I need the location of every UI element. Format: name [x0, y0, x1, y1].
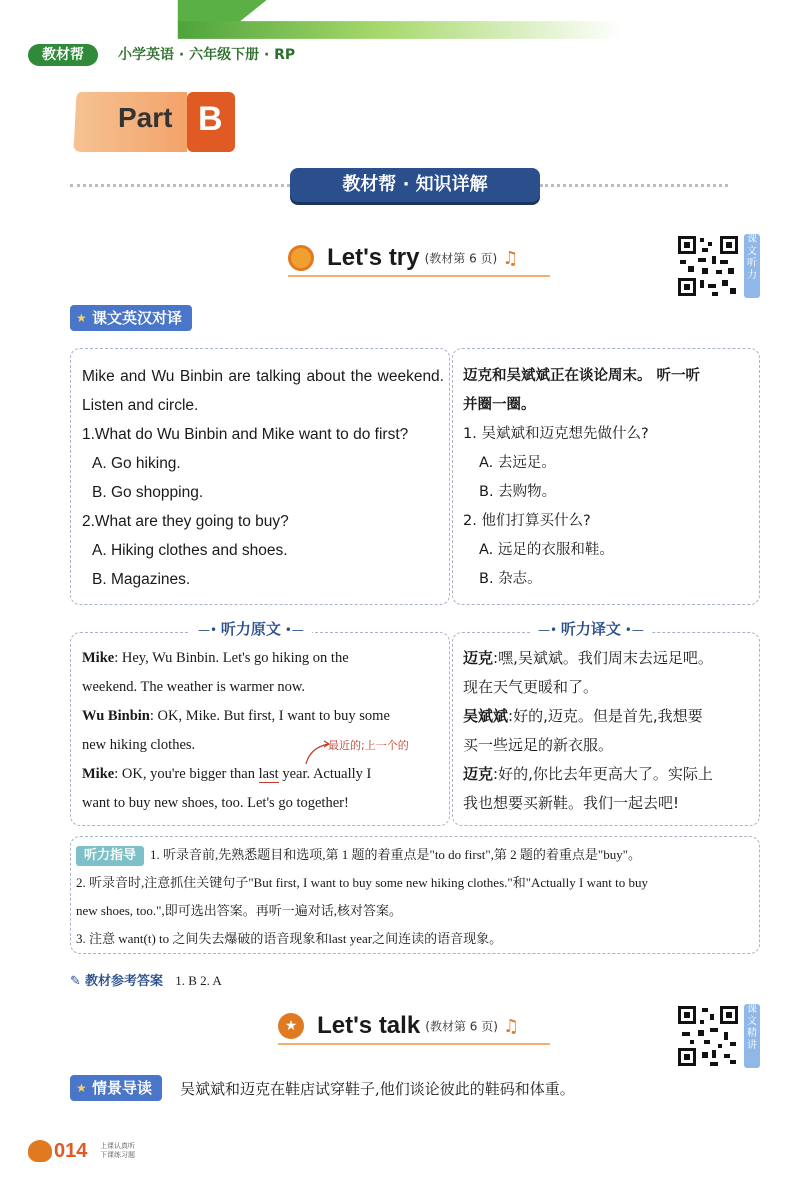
trans-line-6: 我也想要买新鞋。我们一起去吧!: [463, 794, 680, 812]
trans-text: :嘿,吴斌斌。我们周末去远足吧。: [493, 649, 713, 667]
en-q1-option-b: B. Go shopping.: [92, 484, 204, 501]
speaker-mike: Mike: [82, 766, 115, 782]
script-line-4: new hiking clothes.: [82, 737, 196, 753]
script-text: : Hey, Wu Binbin. Let's go hiking on the: [114, 650, 349, 666]
script-line-6: want to buy new shoes, too. Let's go together!: [82, 795, 349, 811]
speaker-mike-zh: 迈克: [463, 649, 494, 667]
zh-q1-option-b: B. 去购物。: [479, 484, 557, 500]
orig-head-label: 听力原文: [220, 620, 281, 638]
script-text: : OK, you're bigger than: [114, 766, 259, 782]
title-underline: [278, 1043, 550, 1045]
script-text: year. Actually I: [278, 766, 372, 782]
trans-line-4: 买一些远足的新衣服。: [463, 736, 614, 754]
qr-code-icon[interactable]: [676, 1004, 740, 1068]
lets-try-title: Let's try: [327, 244, 420, 271]
star-icon: ★: [76, 311, 87, 325]
divider: [540, 184, 728, 187]
lets-talk-title: Let's talk: [317, 1012, 421, 1039]
trans-text: :好的,迈克。但是首先,我想要: [508, 707, 703, 725]
lets-talk-page: (教材第 6 页): [425, 1019, 498, 1034]
listening-script: [82, 644, 442, 818]
listening-script-heading: —• 听力原文 •—: [190, 618, 312, 639]
trans-line-1: [463, 644, 755, 673]
part-word: Part: [118, 102, 173, 133]
listening-translation-heading: —• 听力译文 •—: [530, 618, 652, 639]
book-title: 小学英语 · 六年级下册 · RP: [118, 47, 296, 63]
lets-try-side-tag[interactable]: 课文听力: [744, 234, 760, 298]
script-line-5: [82, 760, 442, 789]
script-line-3: [82, 702, 442, 731]
scene-tag: [70, 1075, 162, 1101]
translation-tag-label: 课文英汉对译: [92, 309, 183, 327]
chinese-questions: [463, 362, 753, 594]
section-banner: 教材帮 · 知识详解: [290, 168, 540, 202]
script-line-1: [82, 644, 442, 673]
qr-code-icon[interactable]: [676, 234, 740, 298]
guide-line-2: 2. 听录音时,注意抓住关键句子"But first, I want to buy some new hiking clothes."和"Actually I want to buy: [76, 875, 648, 890]
english-questions: [82, 362, 444, 594]
headphones-icon: ♫: [503, 1015, 520, 1037]
speaker-mike-zh: 迈克: [463, 765, 494, 783]
mascot-icon: [28, 1140, 52, 1162]
trans-line-5: [463, 760, 755, 789]
highlight-last: last: [258, 766, 279, 782]
guide-line-1: [76, 841, 756, 869]
en-intro: Mike and Wu Binbin are talking about the weekend. Listen and circle.: [82, 368, 444, 414]
title-underline: [288, 275, 550, 277]
slogan-line-1: 上课认真听: [100, 1142, 135, 1150]
vocab-note: 最近的;上一个的: [328, 739, 409, 752]
zh-intro-1: 迈克和吴斌斌正在谈论周末。 听一听: [463, 368, 701, 384]
header-decoration: [0, 0, 800, 40]
lets-talk-side-tag[interactable]: 课文精讲: [744, 1004, 760, 1068]
fire-icon: ★: [278, 1013, 304, 1039]
disc-icon: [288, 245, 314, 271]
page-footer: [28, 1138, 168, 1164]
lets-try-page: (教材第 6 页): [424, 251, 498, 266]
slogan: [100, 1142, 135, 1160]
zh-q2-option-a: A. 远足的衣服和鞋。: [479, 542, 614, 558]
speaker-mike: Mike: [82, 650, 115, 666]
note-arrow-icon: [300, 738, 332, 766]
page-number: 014: [54, 1140, 88, 1162]
script-line-2: weekend. The weather is warmer now.: [82, 679, 306, 695]
guide-text: 1. 听录音前,先熟悉题目和选项,第 1 题的着重点是"to do first",第 2 题的着重点是"buy"。: [150, 847, 642, 862]
part-letter: B: [198, 100, 223, 138]
answer-value: 1. B 2. A: [175, 973, 222, 988]
guide-line-3: new shoes, too.",即可选出答案。再听一遍对话,核对答案。: [76, 903, 402, 918]
zh-q2-option-b: B. 杂志。: [479, 571, 542, 587]
guide-line-4: 3. 注意 want(t) to 之间失去爆破的语音现象和last year之间连读的语音现象。: [76, 931, 503, 946]
star-icon: ★: [76, 1081, 87, 1095]
trans-head-label: 听力译文: [560, 620, 621, 638]
script-text: : OK, Mike. But first, I want to buy some: [149, 708, 390, 724]
answer-label: 教材参考答案: [85, 974, 164, 989]
translation-tag: [70, 305, 192, 331]
pen-icon: ✎: [70, 974, 81, 989]
en-q2-option-b: B. Magazines.: [92, 571, 191, 588]
zh-q1-option-a: A. 去远足。: [479, 455, 556, 471]
speaker-wu-binbin: Wu Binbin: [82, 708, 150, 724]
listening-guide: [76, 841, 756, 953]
brand-badge: 教材帮: [28, 44, 98, 66]
en-q2-option-a: A. Hiking clothes and shoes.: [92, 542, 288, 559]
trans-line-2: 现在天气更暖和了。: [463, 678, 599, 696]
lets-try-title-row: [288, 244, 518, 272]
slogan-line-2: 下课练习题: [100, 1151, 135, 1159]
en-q2: 2.What are they going to buy?: [82, 513, 289, 530]
en-q1-option-a: A. Go hiking.: [92, 455, 181, 472]
guide-tag: 听力指导: [76, 846, 144, 866]
scene-tag-label: 情景导读: [92, 1079, 153, 1097]
lets-talk-title-row: [278, 1012, 519, 1040]
answer-row: [70, 970, 222, 989]
listening-translation: [463, 644, 755, 818]
zh-q2: 2. 他们打算买什么?: [463, 513, 591, 529]
divider: [70, 184, 290, 187]
zh-q1: 1. 吴斌斌和迈克想先做什么?: [463, 426, 649, 442]
trans-line-3: [463, 702, 755, 731]
scene-text: 吴斌斌和迈克在鞋店试穿鞋子,他们谈论彼此的鞋码和体重。: [180, 1080, 575, 1098]
headphones-icon: ♫: [502, 247, 519, 269]
zh-intro-2: 并圈一圈。: [463, 397, 536, 413]
trans-text: :好的,你比去年更高大了。实际上: [493, 765, 713, 783]
speaker-wu-binbin-zh: 吴斌斌: [463, 707, 509, 725]
en-q1: 1.What do Wu Binbin and Mike want to do first?: [82, 426, 409, 443]
